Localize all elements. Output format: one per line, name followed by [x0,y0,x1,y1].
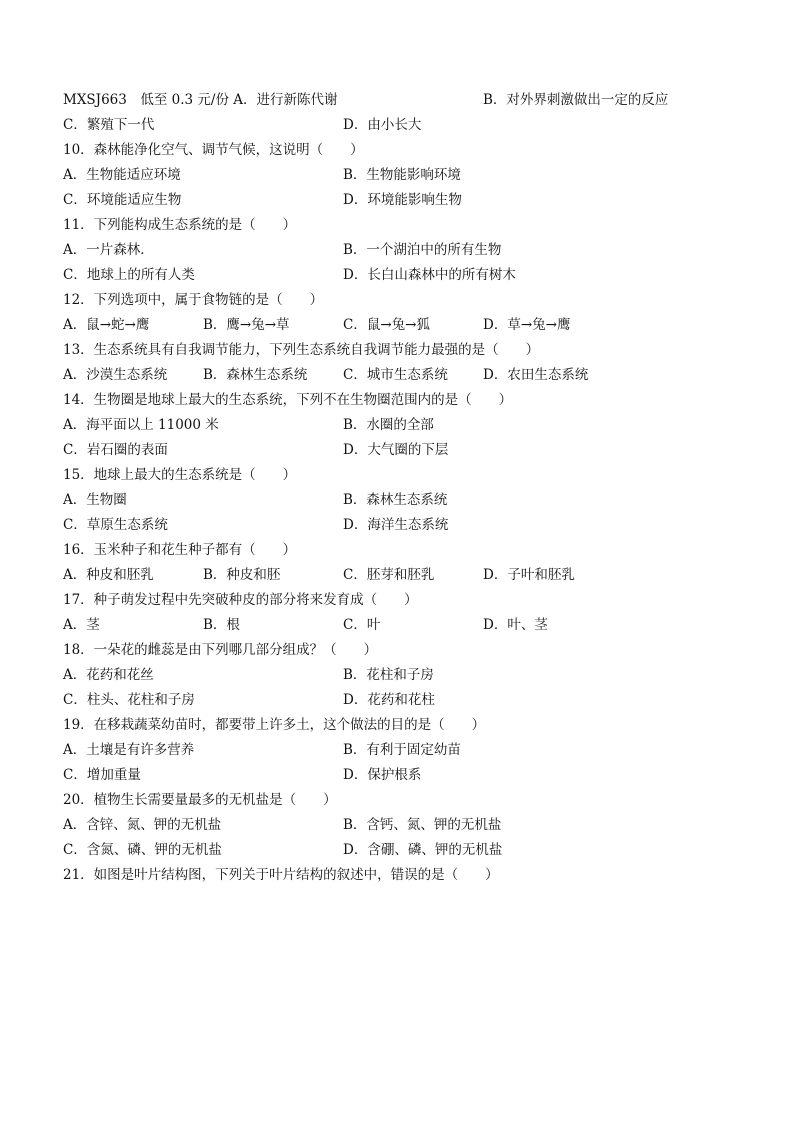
option-c: C．地球上的所有人类 [63,267,195,283]
option-a: A．海平面以上 11000 米 [63,417,219,433]
options-row [63,438,743,463]
question-stem-row [63,338,743,363]
question-stem: 17．种子萌发过程中先突破种皮的部分将来发育成（ ） [63,592,418,608]
option-a: A．一片森林． [63,242,154,258]
question-stem-row [63,288,743,313]
option-a: A．鼠→蛇→鹰 [63,317,150,333]
header-option-b: B．对外界刺激做出一定的反应 [483,92,669,108]
options-row [63,563,743,588]
options-row [63,838,743,863]
options-row [63,263,743,288]
question-stem-row [63,638,743,663]
option-a: A．生物能适应环境 [63,167,181,183]
question-stem: 15．地球上最大的生态系统是（ ） [63,467,297,483]
question-stem-row [63,788,743,813]
options-row [63,688,743,713]
option-c: C．繁殖下一代 [63,117,155,133]
option-b: B．种皮和胚 [203,567,281,583]
option-b: B．根 [203,617,240,633]
option-b: B．花柱和子房 [343,667,434,683]
options-row [63,363,743,388]
option-d: D．海洋生态系统 [343,517,449,533]
question-stem-row [63,863,743,888]
option-c: C．环境能适应生物 [63,192,182,208]
option-b: B．森林生态系统 [343,492,448,508]
option-c: C．鼠→兔→狐 [343,317,430,333]
option-b: B．一个湖泊中的所有生物 [343,242,502,258]
option-c: C．城市生态系统 [343,367,448,383]
header-line [63,88,743,113]
question-stem-row [63,213,743,238]
question-stem: 16．玉米种子和花生种子都有（ ） [63,542,297,558]
options-row [63,813,743,838]
question-stem: 13．生态系统具有自我调节能力，下列生态系统自我调节能力最强的是（ ） [63,342,540,358]
options-row [63,413,743,438]
option-a: A．含锌、氮、钾的无机盐 [63,817,222,833]
option-b: B．有利于固定幼苗 [343,742,461,758]
header-code-text: MXSJ663 低至 0.3 元/份 A．进行新陈代谢 [63,92,338,108]
option-d: D．含硼、磷、钾的无机盐 [343,842,503,858]
question-stem-row [63,538,743,563]
options-row [63,663,743,688]
options-row [63,613,743,638]
option-c: C．含氮、磷、钾的无机盐 [63,842,222,858]
question-list [63,88,743,888]
option-c: C．草原生态系统 [63,517,168,533]
question-stem: 11．下列能构成生态系统的是（ ） [63,217,297,233]
option-c: C．柱头、花柱和子房 [63,692,195,708]
option-c: C．胚芽和胚乳 [343,567,435,583]
option-d: D．保护根系 [343,767,422,783]
option-d: D．农田生态系统 [483,367,589,383]
option-d: D．环境能影响生物 [343,192,462,208]
option-a: A．花药和花丝 [63,667,154,683]
option-a: A．沙漠生态系统 [63,367,168,383]
option-d: D．大气圈的下层 [343,442,449,458]
option-d: D．草→兔→鹰 [483,317,571,333]
options-row [63,763,743,788]
option-d: D．花药和花柱 [343,692,435,708]
option-b: B．水圈的全部 [343,417,434,433]
question-stem-row [63,388,743,413]
question-stem: 19．在移栽蔬菜幼苗时，都要带上许多土，这个做法的目的是（ ） [63,717,486,733]
option-c: C．增加重量 [63,767,141,783]
question-stem-row [63,588,743,613]
question-stem-row [63,463,743,488]
option-b: B．鹰→兔→草 [203,317,290,333]
options-row [63,738,743,763]
question-stem-row [63,138,743,163]
option-a: A．种皮和胚乳 [63,567,154,583]
question-stem: 21．如图是叶片结构图，下列关于叶片结构的叙述中，错误的是（ ） [63,867,499,883]
option-b: B．生物能影响环境 [343,167,461,183]
option-d: D．由小长大 [343,117,422,133]
options-row [63,313,743,338]
options-row [63,513,743,538]
question-stem: 12．下列选项中，属于食物链的是（ ） [63,292,324,308]
options-row [63,113,743,138]
option-d: D．子叶和胚乳 [483,567,575,583]
question-stem: 10．森林能净化空气、调节气候，这说明（ ） [63,142,364,158]
option-d: D．长白山森林中的所有树木 [343,267,516,283]
option-d: D．叶、茎 [483,617,548,633]
options-row [63,188,743,213]
option-a: A．土壤是有许多营养 [63,742,195,758]
question-stem-row [63,713,743,738]
option-a: A．生物圈 [63,492,127,508]
question-stem: 14．生物圈是地球上最大的生态系统，下列不在生物圈范围内的是（ ） [63,392,513,408]
question-stem: 20．植物生长需要量最多的无机盐是（ ） [63,792,337,808]
option-b: B．森林生态系统 [203,367,308,383]
options-row [63,238,743,263]
option-c: C．岩石圈的表面 [63,442,168,458]
question-stem: 18．一朵花的雌蕊是由下列哪几部分组成？（ ） [63,642,378,658]
option-a: A．茎 [63,617,100,633]
options-row [63,488,743,513]
option-c: C．叶 [343,617,381,633]
option-b: B．含钙、氮、钾的无机盐 [343,817,502,833]
options-row [63,163,743,188]
